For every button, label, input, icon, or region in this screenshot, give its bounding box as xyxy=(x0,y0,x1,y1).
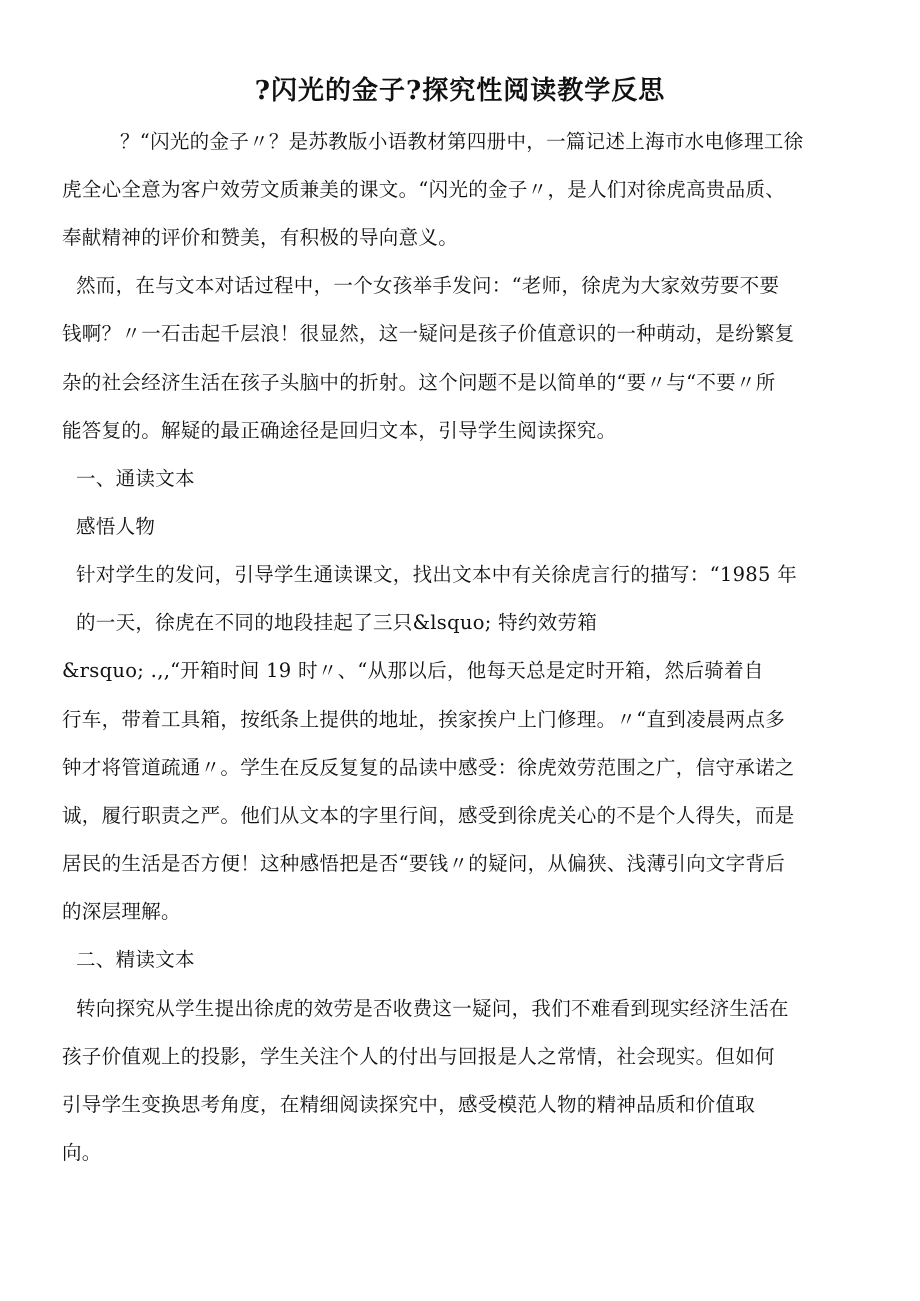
section-heading: 二、精读文本 xyxy=(76,948,195,971)
text-line: 的深层理解。 xyxy=(62,900,181,923)
text-line: 钱啊？〃一石击起千层浪！很显然，这一疑问是孩子价值意识的一种萌动，是纷繁复 xyxy=(62,322,795,345)
text-line: 针对学生的发问，引导学生通读课文，找出文本中有关徐虎言行的描写：“1985 年 xyxy=(76,563,797,586)
text-line: &rsquo; .‚‚“开箱时间 19 时〃、“从那以后，他每天总是定时开箱，然后骑着自 xyxy=(62,659,764,682)
text-line: 引导学生变换思考角度，在精细阅读探究中，感受模范人物的精神品质和价值取 xyxy=(62,1093,756,1116)
text-line: 杂的社会经济生活在孩子头脑中的折射。这个问题不是以简单的“要〃与“不要〃所 xyxy=(62,371,776,394)
text-line: 钟才将管道疏通〃。学生在反反复复的品读中感受：徐虎效劳范围之广，信守承诺之 xyxy=(62,756,795,779)
document-title: ?闪光的金子?探究性阅读教学反思 xyxy=(254,76,666,106)
section-heading: 一、通读文本 xyxy=(76,467,195,490)
text-line: 诚，履行职责之严。他们从文本的字里行间，感受到徐虎关心的不是个人得失，而是 xyxy=(62,804,795,827)
text-line: 虎全心全意为客户效劳文质兼美的课文。“闪光的金子〃，是人们对徐虎高贵品质、 xyxy=(62,178,786,201)
text-line: 孩子价值观上的投影，学生关注个人的付出与回报是人之常情，社会现实。但如何 xyxy=(62,1045,775,1068)
text-line: 然而，在与文本对话过程中，一个女孩举手发问：“老师，徐虎为大家效劳要不要 xyxy=(76,274,780,297)
section-subheading: 感悟人物 xyxy=(76,515,156,538)
text-line: 转向探究从学生提出徐虎的效劳是否收费这一疑问，我们不难看到现实经济生活在 xyxy=(76,997,789,1020)
text-line: 能答复的。解疑的最正确途径是回归文本，引导学生阅读探究。 xyxy=(62,419,617,442)
text-line: 居民的生活是否方便！这种感悟把是否“要钱〃的疑问，从偏狭、浅薄引向文字背后 xyxy=(62,852,786,875)
text-line: 向。 xyxy=(62,1141,102,1164)
text-line: 的一天，徐虎在不同的地段挂起了三只&lsquo; 特约效劳箱 xyxy=(76,611,598,634)
text-line: ？“闪光的金子〃？是苏教版小语教材第四册中，一篇记述上海市水电修理工徐 xyxy=(120,130,804,153)
text-line: 行车，带着工具箱，按纸条上提供的地址，挨家挨户上门修理。〃“直到凌晨两点多 xyxy=(62,708,786,731)
text-line: 奉献精神的评价和赞美，有积极的导向意义。 xyxy=(62,226,459,249)
